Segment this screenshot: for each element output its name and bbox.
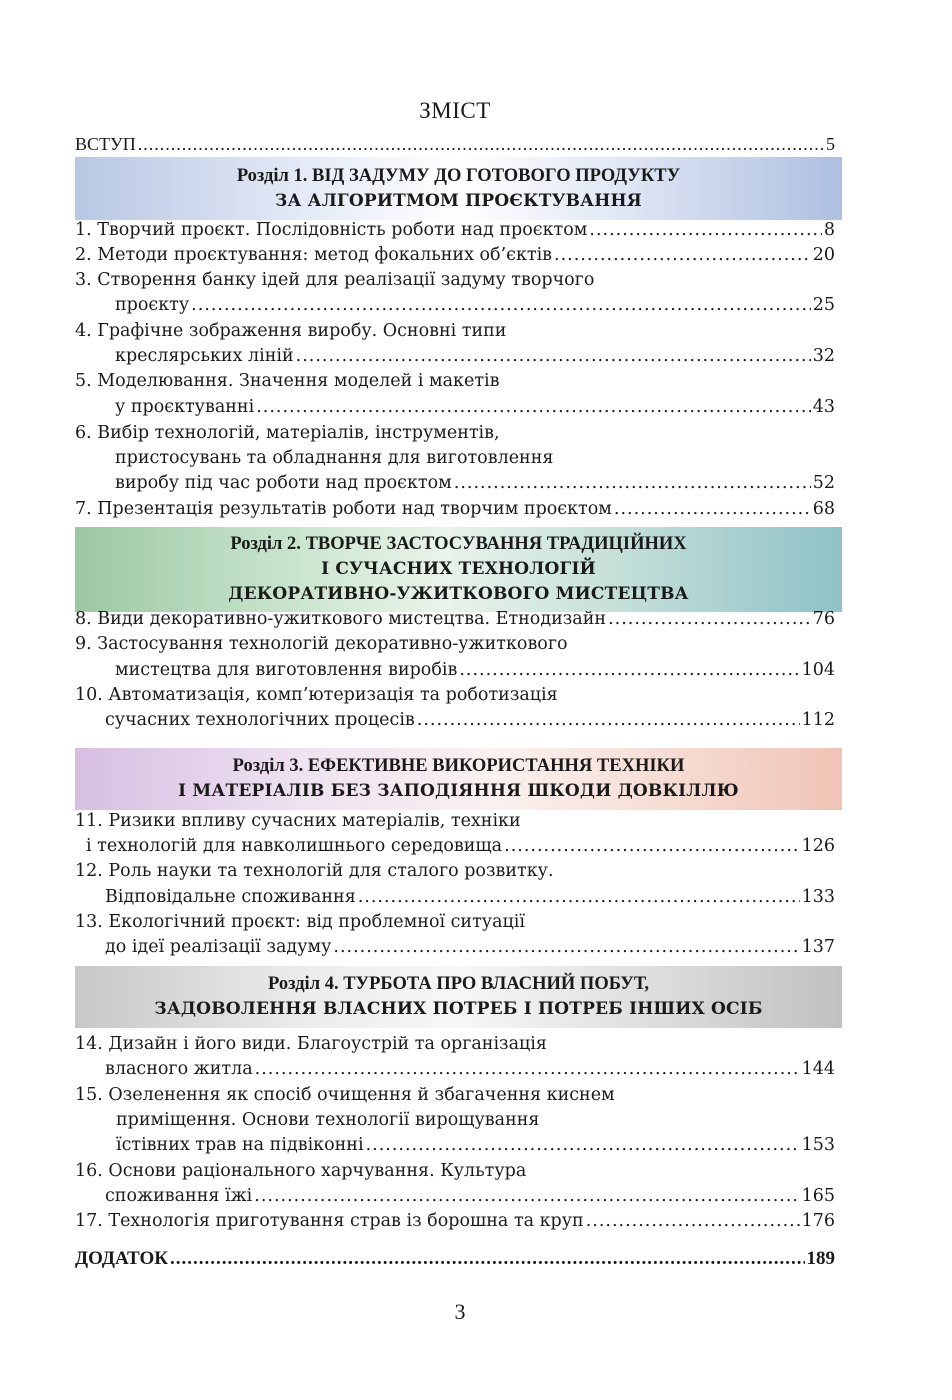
entry-text: 5. Моделювання. Значення моделей і макетів (75, 371, 500, 391)
entry-text: 3. Створення банку ідей для реалізації задуму творчого (75, 270, 595, 290)
dot-leader (366, 1132, 800, 1158)
entry-text: проєкту (115, 295, 190, 315)
section-title-line2: ЗАДОВОЛЕННЯ ВЛАСНИХ ПОТРЕБ І ПОТРЕБ ІНШИХ ОСІБ (154, 999, 763, 1019)
entry-text: 9. Застосування технологій декоративно-ужиткового (75, 634, 568, 654)
page-title: ЗМІСТ (419, 98, 491, 123)
entry-text: ДОДАТОК (75, 1248, 169, 1269)
entry-text: приміщення. Основи технології вирощування (116, 1110, 540, 1130)
entry-text: у проєктуванні (115, 397, 255, 417)
section-label: Розділ 1. (236, 165, 308, 186)
entry-page: 176 (801, 1211, 835, 1231)
section-title-line1: ЕФЕКТИВНЕ ВИКОРИСТАННЯ ТЕХНІКИ (307, 756, 685, 776)
entry-text: 4. Графічне зображення виробу. Основні типи (75, 321, 507, 341)
dot-leader (454, 470, 811, 496)
toc-entry[interactable] (75, 1082, 835, 1108)
toc-entry-continued[interactable] (75, 445, 835, 471)
entry-text: креслярських ліній (115, 346, 294, 366)
entry-page: 104 (801, 660, 835, 680)
entry-page: 25 (812, 295, 835, 315)
entry-page: 5 (826, 134, 835, 154)
toc-entry[interactable] (75, 420, 835, 446)
entry-page: 137 (801, 937, 835, 957)
section-title-line1: ТВОРЧЕ ЗАСТОСУВАННЯ ТРАДИЦІЙНИХ (305, 534, 687, 554)
entry-text: 14. Дизайн і його види. Благоустрій та організація (75, 1034, 547, 1054)
section-title-line1: ТУРБОТА ПРО ВЛАСНИЙ ПОБУТ, (343, 974, 649, 994)
entry-page: 52 (812, 473, 835, 493)
entry-text: Відповідальне споживання (105, 887, 356, 907)
entry-text: 12. Роль науки та технологій для сталого розвитку. (75, 861, 554, 881)
toc-entry[interactable] (75, 1158, 835, 1184)
entry-text: 17. Технологія приготування страв із борошна та круп (75, 1211, 584, 1231)
toc-entry-continued[interactable] (75, 1107, 835, 1133)
toc-entry-continued[interactable] (75, 707, 835, 733)
toc-entry-appendix[interactable] (75, 1246, 835, 1272)
entry-text: 15. Озеленення як спосіб очищення й збагачення киснем (75, 1085, 615, 1105)
entry-text: споживання їжі (105, 1186, 253, 1206)
toc-entry[interactable] (75, 217, 835, 243)
entry-page: 144 (801, 1059, 835, 1079)
entry-text: 16. Основи раціонального харчування. Культура (75, 1161, 527, 1181)
entry-text: і технологій для навколишнього середовища (86, 836, 503, 856)
toc-entry[interactable] (75, 496, 835, 522)
dot-leader (608, 606, 811, 632)
dot-leader (333, 934, 799, 960)
toc-entry-intro[interactable] (75, 131, 835, 157)
dot-leader (255, 1056, 800, 1082)
entry-text: пристосувань та обладнання для виготовлення (115, 448, 554, 468)
entry-text: їстівних трав на підвіконні (116, 1135, 364, 1155)
entry-text: власного житла (105, 1059, 253, 1079)
section-label: Розділ 2. (230, 534, 301, 554)
toc-entry[interactable] (75, 1208, 835, 1234)
page-number: 3 (454, 1299, 466, 1324)
toc-entry[interactable] (75, 606, 835, 632)
toc-entry-continued[interactable] (75, 1183, 835, 1209)
toc-entry[interactable] (75, 682, 835, 708)
dot-leader (504, 833, 799, 859)
section-title-line3: ДЕКОРАТИВНО-УЖИТКОВОГО МИСТЕЦТВА (228, 584, 689, 604)
dot-leader (256, 394, 811, 420)
entry-text: 7. Презентація результатів роботи над творчим проєктом (75, 499, 612, 519)
toc-entry-continued[interactable] (75, 884, 835, 910)
entry-text: 1. Творчий проєкт. Послідовність роботи над проєктом (75, 220, 588, 240)
toc-entry-continued[interactable] (75, 657, 835, 683)
toc-entry[interactable] (75, 858, 835, 884)
dot-leader (554, 242, 811, 268)
toc-entry[interactable] (75, 808, 835, 834)
entry-text: 2. Методи проєктування: метод фокальних об’єктів (75, 245, 553, 265)
toc-entry[interactable] (75, 318, 835, 344)
section-label: Розділ 4. (268, 974, 339, 994)
section-header-1 (75, 157, 842, 220)
dot-leader (138, 131, 824, 157)
entry-page: 20 (812, 245, 835, 265)
toc-entry-continued[interactable] (75, 833, 835, 859)
entry-page: 43 (812, 397, 835, 417)
entry-text: виробу під час роботи над проєктом (115, 473, 452, 493)
toc-entry-continued[interactable] (75, 934, 835, 960)
entry-text: 13. Екологічний проєкт: від проблемної ситуації (75, 912, 525, 932)
entry-page: 153 (801, 1135, 835, 1155)
toc-entry-continued[interactable] (75, 394, 835, 420)
entry-text: 11. Ризики впливу сучасних матеріалів, техніки (75, 811, 521, 831)
dot-leader (589, 217, 821, 243)
entry-page: 8 (823, 220, 835, 240)
entry-page: 165 (801, 1186, 835, 1206)
section-title-line2: ЗА АЛГОРИТМОМ ПРОЄКТУВАННЯ (275, 190, 642, 211)
entry-page: 112 (801, 710, 835, 730)
section-title-line2: І МАТЕРІАЛІВ БЕЗ ЗАПОДІЯННЯ ШКОДИ ДОВКІЛЛЮ (178, 781, 739, 801)
toc-entry-continued[interactable] (75, 1132, 835, 1158)
entry-page: 126 (801, 836, 835, 856)
section-header-2 (75, 527, 842, 612)
dot-leader (614, 496, 811, 522)
dot-leader (170, 1246, 804, 1272)
entry-text: 8. Види декоративно-ужиткового мистецтва. Етнодизайн (75, 609, 607, 629)
entry-text: 10. Автоматизація, комп’ютеризація та роботизація (75, 685, 558, 705)
toc-entry[interactable] (75, 242, 835, 268)
entry-text: мистецтва для виготовлення виробів (115, 660, 458, 680)
entry-page: 68 (812, 499, 835, 519)
toc-entry[interactable] (75, 267, 835, 293)
dot-leader (358, 884, 800, 910)
dot-leader (586, 1208, 800, 1234)
toc-entry[interactable] (75, 631, 835, 657)
entry-text: сучасних технологічних процесів (105, 710, 415, 730)
toc-entry-continued[interactable] (75, 343, 835, 369)
dot-leader (296, 343, 811, 369)
entry-page: 32 (812, 346, 835, 366)
dot-leader (417, 707, 800, 733)
section-title-line1: ВІД ЗАДУМУ ДО ГОТОВОГО ПРОДУКТУ (312, 165, 681, 186)
section-header-3 (75, 748, 842, 810)
dot-leader (191, 292, 811, 318)
entry-page: 76 (812, 609, 835, 629)
section-label: Розділ 3. (232, 756, 304, 776)
toc-entry-continued[interactable] (75, 1056, 835, 1082)
section-title-line2: І СУЧАСНИХ ТЕХНОЛОГІЙ (321, 559, 596, 579)
entry-page: 189 (806, 1248, 835, 1269)
entry-text: 6. Вибір технологій, матеріалів, інструментів, (75, 423, 500, 443)
dot-leader (459, 657, 799, 683)
section-header-4 (75, 966, 842, 1028)
toc-entry[interactable] (75, 1031, 835, 1057)
toc-entry-continued[interactable] (75, 292, 835, 318)
toc-entry[interactable] (75, 368, 835, 394)
entry-text: ВСТУП (75, 134, 136, 154)
entry-text: до ідеї реалізації задуму (105, 937, 332, 957)
entry-page: 133 (801, 887, 835, 907)
toc-entry-continued[interactable] (75, 470, 835, 496)
dot-leader (254, 1183, 799, 1209)
toc-entry[interactable] (75, 909, 835, 935)
